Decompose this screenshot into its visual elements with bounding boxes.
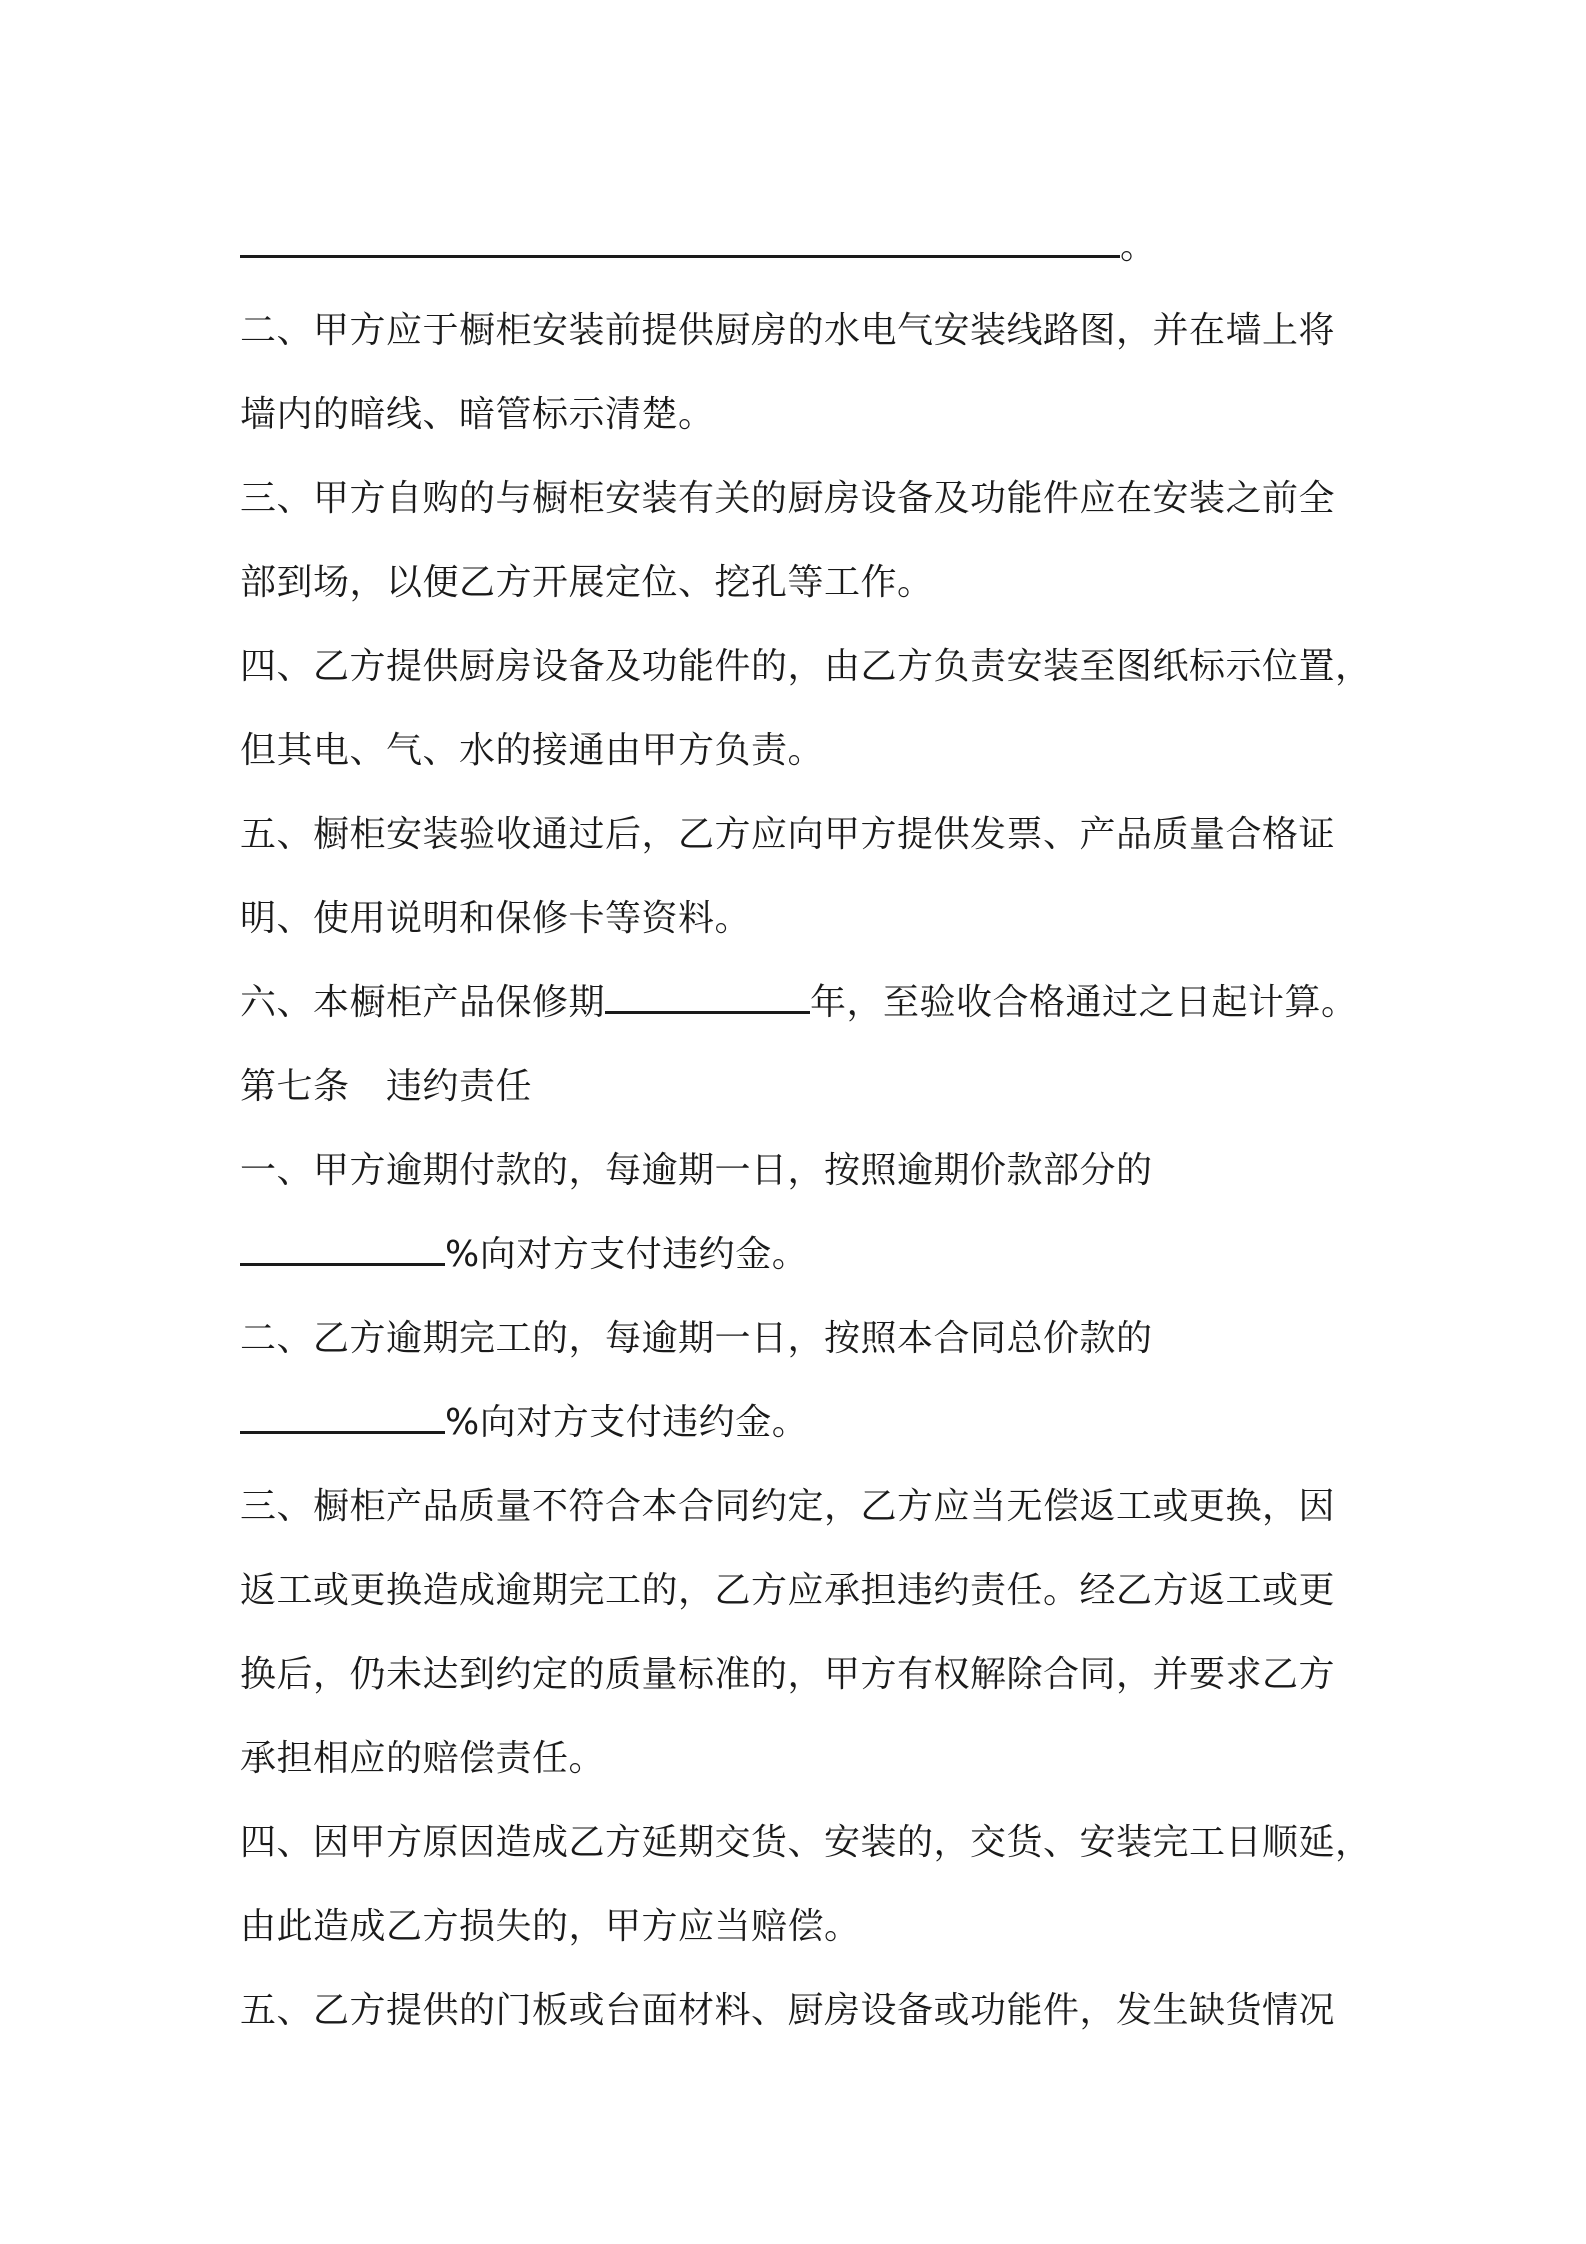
- clause-6-line: [240, 961, 1380, 1045]
- warranty-years-blank[interactable]: [605, 971, 810, 1014]
- penalty-2-line-1: 二、乙方逾期完工的，每逾期一日，按照本合同总价款的: [240, 1318, 1153, 1359]
- penalty-1-text: %向对方支付违约金。: [445, 1234, 809, 1275]
- fill-in-blank[interactable]: [240, 215, 1120, 258]
- clause-5-line-1: 五、橱柜安装验收通过后，乙方应向甲方提供发票、产品质量合格证: [240, 814, 1336, 855]
- clause-2-line-2: 墙内的暗线、暗管标示清楚。: [240, 394, 715, 435]
- clause-6-text-a: 六、本橱柜产品保修期: [240, 982, 606, 1023]
- line-end-punct: 。: [1120, 226, 1157, 267]
- clause-6-text-b: 年，至验收合格通过之日起计算。: [810, 982, 1358, 1023]
- clause-2-line-1: 二、甲方应于橱柜安装前提供厨房的水电气安装线路图，并在墙上将: [240, 310, 1336, 351]
- clause-3-line-2: 部到场，以便乙方开展定位、挖孔等工作。: [240, 562, 934, 603]
- penalty-rate-blank-1[interactable]: [240, 1223, 445, 1266]
- penalty-2-line-2: [240, 1381, 1380, 1465]
- clause-5-line-2: 明、使用说明和保修卡等资料。: [240, 898, 752, 939]
- text-line: [240, 205, 1380, 289]
- penalty-5-line-1: 五、乙方提供的门板或台面材料、厨房设备或功能件，发生缺货情况: [240, 1990, 1336, 2031]
- clause-4-line-1: 四、乙方提供厨房设备及功能件的，由乙方负责安装至图纸标示位置，: [240, 646, 1372, 687]
- penalty-rate-blank-2[interactable]: [240, 1391, 445, 1434]
- clause-3-line-1: 三、甲方自购的与橱柜安装有关的厨房设备及功能件应在安装之前全: [240, 478, 1336, 519]
- contract-text: [240, 205, 1380, 2053]
- penalty-3-line-3: 换后，仍未达到约定的质量标准的，甲方有权解除合同，并要求乙方: [240, 1654, 1336, 1695]
- article-7-heading: 第七条 违约责任: [240, 1066, 533, 1107]
- penalty-3-line-2: 返工或更换造成逾期完工的，乙方应承担违约责任。经乙方返工或更: [240, 1570, 1336, 1611]
- penalty-4-line-2: 由此造成乙方损失的，甲方应当赔偿。: [240, 1906, 861, 1947]
- penalty-3-line-4: 承担相应的赔偿责任。: [240, 1738, 606, 1779]
- penalty-4-line-1: 四、因甲方原因造成乙方延期交货、安装的，交货、安装完工日顺延，: [240, 1822, 1372, 1863]
- penalty-1-line-2: [240, 1213, 1380, 1297]
- penalty-3-line-1: 三、橱柜产品质量不符合本合同约定，乙方应当无偿返工或更换，因: [240, 1486, 1336, 1527]
- penalty-2-text: %向对方支付违约金。: [445, 1402, 809, 1443]
- penalty-1-line-1: 一、甲方逾期付款的，每逾期一日，按照逾期价款部分的: [240, 1150, 1153, 1191]
- clause-4-line-2: 但其电、气、水的接通由甲方负责。: [240, 730, 825, 771]
